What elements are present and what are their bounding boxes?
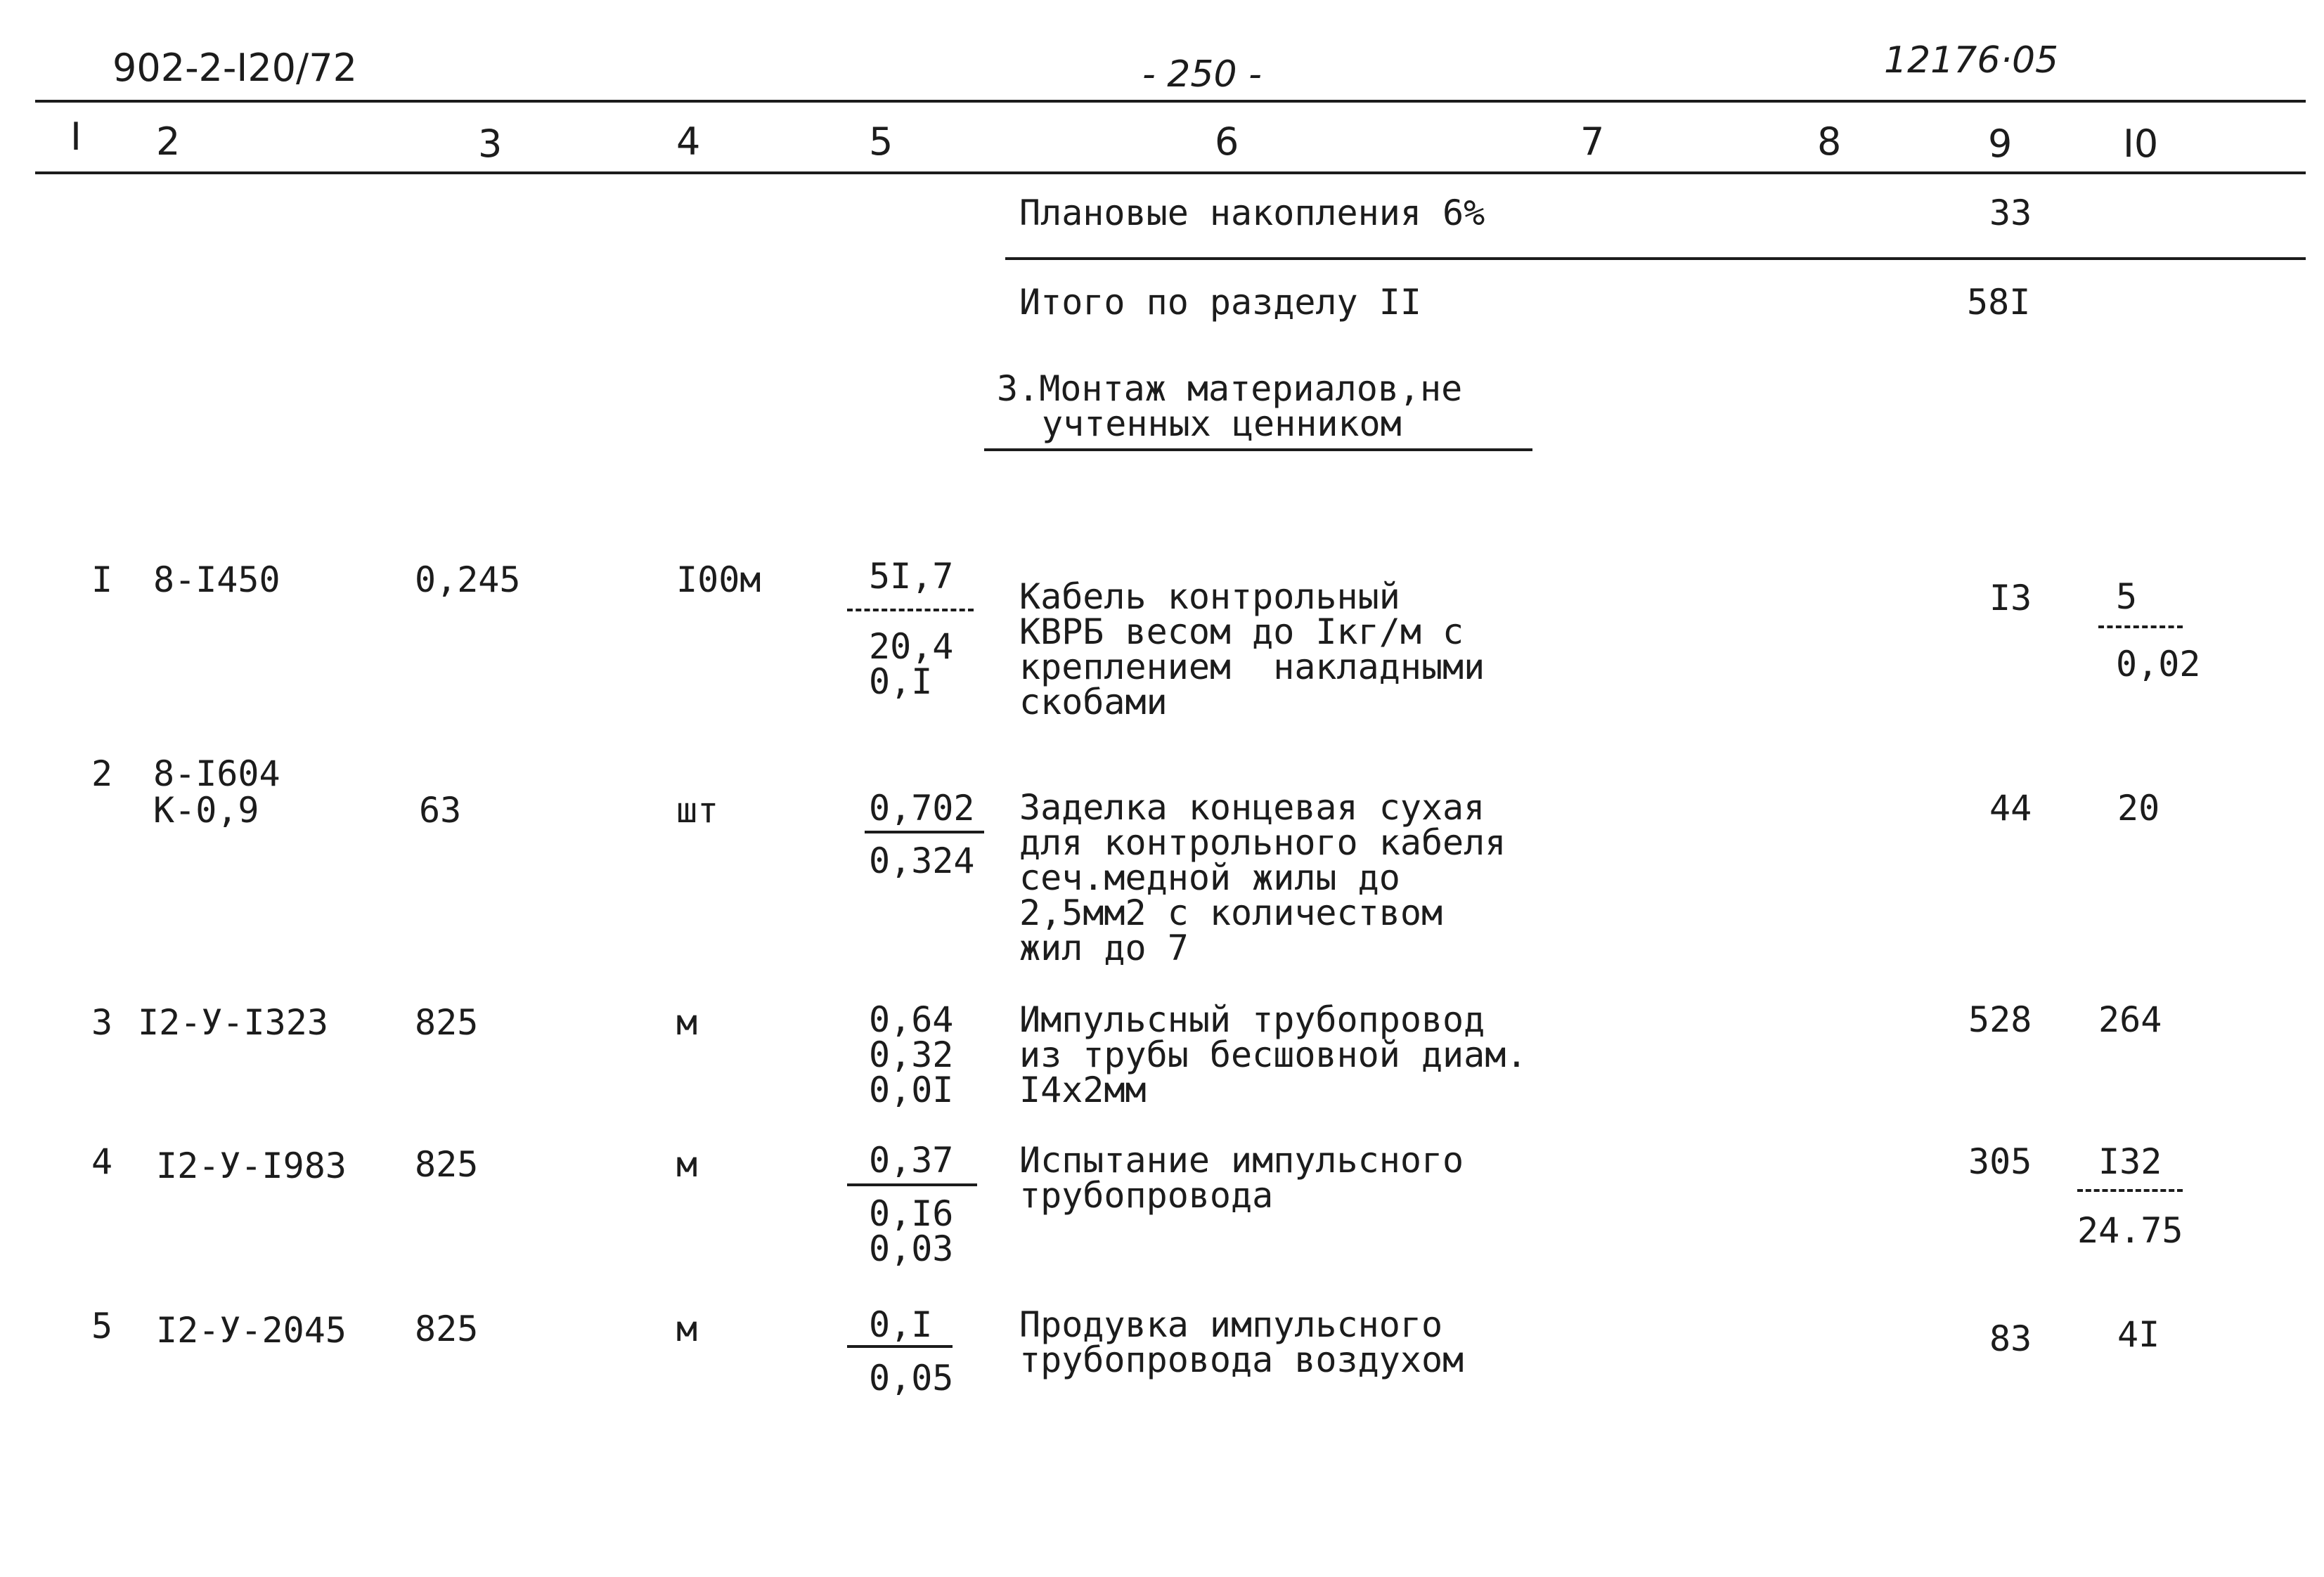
row-price-lines: 0,64 0,32 0,0I bbox=[869, 999, 954, 1110]
row-number: 3 bbox=[91, 1002, 113, 1043]
row-price-bottom: 0,I6 bbox=[869, 1193, 954, 1234]
row-number: 4 bbox=[91, 1141, 113, 1182]
col-header-6: 6 bbox=[1215, 119, 1239, 164]
planned-savings-value: 33 bbox=[1989, 193, 2032, 233]
row-description: Кабель контрольный КВРБ весом до Iкг/м с креплением накладными скобами bbox=[1019, 576, 1485, 722]
page-number: - 250 - bbox=[1142, 53, 1262, 96]
row-code: I2-У-2045 bbox=[156, 1310, 347, 1351]
document-code: 902-2-I20/72 bbox=[112, 46, 357, 90]
document-stamp: 12176·05 bbox=[1884, 39, 2059, 82]
col-header-5: 5 bbox=[869, 119, 893, 164]
row-col10-bottom: 0,02 bbox=[2116, 644, 2201, 684]
row-code: 8-I450 bbox=[153, 559, 280, 600]
row-quantity: 825 bbox=[415, 1144, 479, 1185]
row-unit: I00м bbox=[676, 559, 761, 600]
row-description: Продувка импульсного трубопровода воздухом bbox=[1019, 1304, 1464, 1380]
section-title-line2: учтенных ценником bbox=[1042, 403, 1402, 444]
row-price-bottom: 20,4 bbox=[869, 626, 954, 667]
row-col10: 20 bbox=[2117, 788, 2160, 829]
row-unit: шт bbox=[676, 790, 719, 831]
row-code-2: К-0,9 bbox=[153, 790, 259, 831]
row-quantity: 825 bbox=[415, 1309, 479, 1349]
row-col10-bottom: 24.75 bbox=[2077, 1210, 2183, 1251]
row-price-bottom-2: 0,03 bbox=[869, 1228, 954, 1269]
section-total-label: Итого по разделу II bbox=[1019, 282, 1421, 323]
row-price-bottom: 0,05 bbox=[869, 1358, 954, 1398]
row-col10-top: I32 bbox=[2098, 1141, 2162, 1182]
row-price-bottom-2: 0,I bbox=[869, 661, 933, 702]
summary-divider bbox=[1005, 257, 2306, 260]
row-description: Испытание импульсного трубопровода bbox=[1019, 1140, 1464, 1216]
row-number: 5 bbox=[91, 1306, 113, 1346]
fraction-line bbox=[847, 1183, 977, 1186]
col-header-2: 2 bbox=[156, 119, 181, 164]
section-total-value: 58I bbox=[1967, 282, 2031, 323]
row-description: Заделка концевая сухая для контрольного кабеля сеч.медной жилы до 2,5мм2 с количеством жил до 7 bbox=[1019, 787, 1506, 968]
row-price-top: 0,37 bbox=[869, 1140, 954, 1181]
col-header-1: I bbox=[70, 115, 82, 159]
fraction-line bbox=[2098, 625, 2183, 628]
fraction-line bbox=[2077, 1189, 2183, 1192]
row-quantity: 825 bbox=[415, 1002, 479, 1043]
col-header-8: 8 bbox=[1817, 119, 1842, 164]
row-col10-top: 5 bbox=[2116, 576, 2138, 617]
col-header-4: 4 bbox=[676, 119, 701, 164]
col-header-3: 3 bbox=[478, 122, 503, 166]
col-header-7: 7 bbox=[1580, 119, 1605, 164]
row-col9: I3 bbox=[1989, 578, 2032, 618]
row-col9: 44 bbox=[1989, 788, 2032, 829]
row-number: I bbox=[91, 559, 113, 600]
header-bottom-rule bbox=[35, 171, 2306, 174]
planned-savings-label: Плановые накопления 6% bbox=[1019, 193, 1485, 233]
row-unit: м bbox=[676, 1309, 698, 1349]
row-price-top: 5I,7 bbox=[869, 556, 954, 597]
row-price-top: 0,702 bbox=[869, 788, 975, 829]
section-title-underline bbox=[984, 448, 1532, 451]
row-description: Импульсный трубопровод из трубы бесшовной диам. I4х2мм bbox=[1019, 999, 1528, 1110]
row-number: 2 bbox=[91, 753, 113, 794]
row-quantity: 63 bbox=[419, 790, 462, 831]
fraction-line bbox=[847, 1345, 953, 1348]
row-col9: 528 bbox=[1968, 999, 2032, 1040]
header-top-rule bbox=[35, 100, 2306, 103]
row-col9: 83 bbox=[1989, 1318, 2032, 1359]
row-code: 8-I604 bbox=[153, 753, 280, 794]
col-header-9: 9 bbox=[1988, 122, 2013, 166]
fraction-line bbox=[847, 609, 974, 611]
row-unit: м bbox=[676, 1144, 698, 1185]
row-price-bottom: 0,324 bbox=[869, 841, 975, 881]
fraction-line bbox=[865, 831, 984, 833]
section-title-line1: 3.Монтаж материалов,не bbox=[997, 368, 1463, 409]
row-code: I2-У-I983 bbox=[156, 1146, 347, 1186]
row-unit: м bbox=[676, 1002, 698, 1043]
col-header-10: I0 bbox=[2123, 122, 2159, 166]
row-price-top: 0,I bbox=[869, 1304, 933, 1345]
row-quantity: 0,245 bbox=[415, 559, 521, 600]
row-col10: 264 bbox=[2098, 999, 2162, 1040]
row-code: I2-У-I323 bbox=[138, 1002, 328, 1043]
row-col9: 305 bbox=[1968, 1141, 2032, 1182]
row-col10: 4I bbox=[2117, 1314, 2160, 1355]
